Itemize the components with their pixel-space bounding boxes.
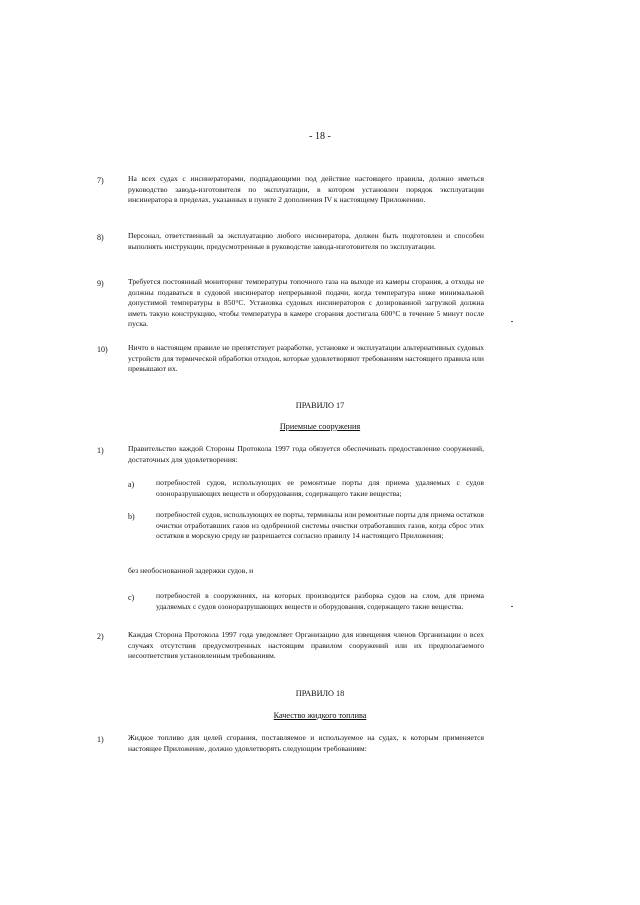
scan-speck [511, 606, 513, 607]
subitem-letter-c: c) [128, 593, 135, 602]
subitem-letter-b: b) [128, 512, 135, 521]
subitem-text-a: потребностей судов, использующих ее ремонтные порты для приема удаляемых с судов озоноразрушающих веществ и оборудования, содержащего такие вещества; [156, 478, 484, 498]
rule-18-paragraph-1: Жидкое топливо для целей сгорания, поставляемое и используемое на судах, к которым применяется настоящее Приложение, должно удовлетворять следующим требованиям: [128, 733, 484, 753]
paragraph-7: На всех судах с инсинераторами, подпадающими под действие настоящего правила, должно иметься руководство завода-изготовителя по эксплуатации, в котором установлен порядок эксплуатации инсинератора в пределах, указанных в пункте 2 дополнения IV к настоящему Приложению. [128, 174, 484, 204]
rule-17-subheading [0, 422, 640, 431]
item-number-8: 8) [97, 233, 104, 242]
subitem-letter-a: a) [128, 480, 135, 489]
rule-18-subheading [0, 711, 640, 720]
rule-18-subheading-text: Качество жидкого топлива [273, 711, 367, 720]
scan-speck [511, 321, 513, 322]
item-number-10: 10) [97, 345, 108, 354]
rule-17-item-number-1: 1) [97, 446, 104, 455]
rule-17-subheading-text: Приемные сооружения [279, 422, 361, 431]
rule-17-paragraph-2: Каждая Сторона Протокола 1997 года уведомляет Организацию для извещения членов Организации о всех случаях отсутствия предусмотренных настоящим правилом сооружений или их предполагаемого несоответствия установленным требованиям. [128, 630, 484, 660]
paragraph-8: Персонал, ответственный за эксплуатацию любого инсинератора, должен быть подготовлен и способен выполнять инструкции, предусмотренные в руководстве завода-изготовителя по эксплуатации. [128, 231, 484, 251]
rule-17-heading: ПРАВИЛО 17 [295, 401, 345, 410]
item-number-7: 7) [97, 176, 104, 185]
rule-17-item-number-2: 2) [97, 632, 104, 641]
rule-18-item-number-1: 1) [97, 735, 104, 744]
item-number-9: 9) [97, 279, 104, 288]
subitem-text-c: потребностей в сооружениях, на которых производится разборка судов на слом, для приема удаляемых с судов озоноразрушающих веществ и оборудования, содержащего такие вещества. [156, 591, 484, 611]
rule-17-paragraph-1: Правительство каждой Стороны Протокола 1997 года обязуется обеспечивать предоставление сооружений, достаточных для удовлетворения: [128, 444, 484, 464]
subitem-text-b: потребностей судов, использующих ее порты, терминалы или ремонтные порты для приема остатков очистки отработавших газов из одобренной системы очистки отработавших газов, когда сброс этих остатков в морскую среду не разрешается согласно правилу 14 настоящего Приложения; [156, 510, 484, 540]
rule-18-heading: ПРАВИЛО 18 [295, 689, 345, 698]
paragraph-10: Ничто в настоящем правиле не препятствует разработке, установке и эксплуатации альтернативных судовых устройств для термической обработки отходов, которые удовлетворяют требованиям настоящего правила или превышают их. [128, 343, 484, 373]
paragraph-9: Требуется постоянный мониторинг температуры топочного газа на выходе из камеры сгорания, а отходы не должны подаваться в судовой инсинератор непрерывной подачи, когда температура ниже минимальной допустимой температуры в 850°С. Установка судовых инсинераторов с дозированной загрузкой должна иметь такую конструкцию, чтобы температура в камере сгорания достигала 600°С в течение 5 минут после пуска. [128, 277, 484, 328]
page-number: - 18 - [309, 131, 331, 142]
interlude-text: без необоснованной задержки судов, и [128, 566, 254, 575]
